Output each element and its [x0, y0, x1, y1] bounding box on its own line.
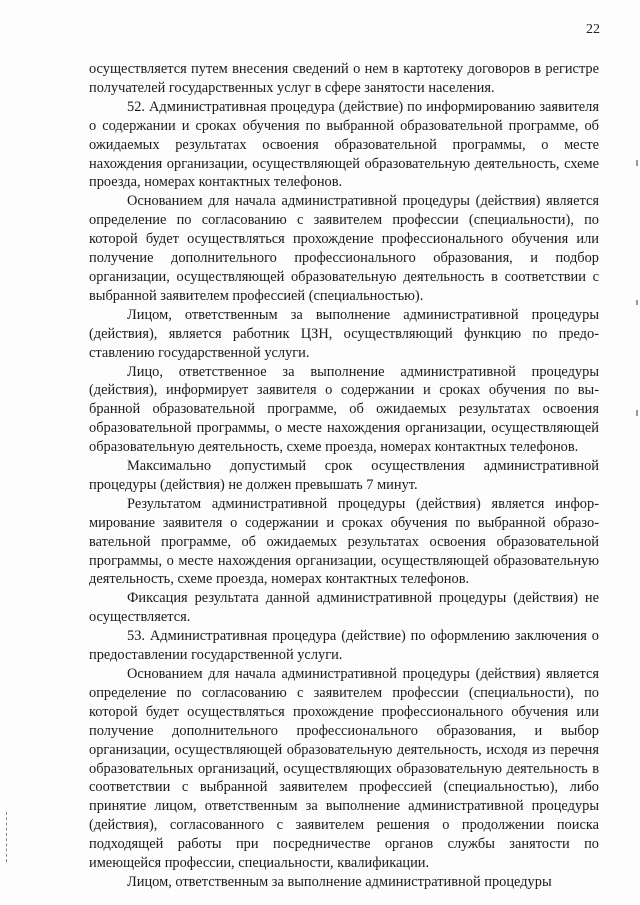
paragraph-basis-53: Основанием для начала административной процедуры (действия) является определение по согласованию с заявителем профессии (специальности), по которой будет осуществляться прохождение профессионального обучения или получение дополнительного профессионального образования, и выбор организации, осуществляющей образовательную деятельность, исходя из перечня образовательных организаций, осуществляющих образовательную деятельность в соответствии с выбранной заявителем профессией (специальностью), либо принятие лицом, ответственным за выполнение административной процедуры (действия), согласованного с заявителем решения о продолжении поиска подходящей работы при посредничестве органов службы занятости по имеющейся профессии, специальности, квалификации. [89, 666, 599, 872]
document-body [89, 60, 599, 892]
paragraph-informing: Лицо, ответственное за выполнение административной процедуры (действия), информирует заявителя о содержании и сроках обучения по выбранной образовательной программе, об ожидаемых результатах освоения образовательной программы, о месте нахождения организации, осуществляющей образовательную деятельность, схеме проезда, номерах контактных телефонов. [89, 363, 599, 456]
page-number: 22 [586, 22, 600, 37]
paragraph-result: Результатом административной процедуры (действия) является информирование заявителя о содержании и сроках обучения по выбранной образовательной программе, об ожидаемых результатах освоения образовательной программы, о месте нахождения организации, осуществляющей образовательную деятельность, схеме проезда, номерах контактных телефонов. [89, 495, 599, 588]
paragraph-basis: Основанием для начала административной процедуры (действия) является определение по согласованию с заявителем профессии (специальности), по которой будет осуществляться прохождение профессионального обучения или получение дополнительного профессионального образования, и подбор организации, осуществляющей образовательную деятельность в соответствии с выбранной заявителем профессией (специальностью). [89, 193, 599, 304]
paragraph-fixation: Фиксация результата данной административной процедуры (действия) не осуществляется. [89, 590, 599, 626]
scan-margin-mark [6, 812, 11, 862]
paragraph-item-52: 52. Административная процедура (действие) по информированию заявителя о содержании и сроках обучения по выбранной образовательной программе, об ожидаемых результатах освоения образовательной программы, о месте нахождения организации, осуществляющей образовательную деятельность, схеме проезда, номерах контактных телефонов. [89, 98, 599, 191]
scan-edge-mark [636, 300, 638, 305]
paragraph-item-53: 53. Административная процедура (действие) по оформлению заключения о предоставлении государственной услуги. [89, 628, 599, 664]
scan-edge-mark [636, 410, 638, 416]
paragraph-responsible-person: Лицом, ответственным за выполнение административной процедуры (действия), является работник ЦЗН, осуществляющий функцию по предоставлению государственной услуги. [89, 306, 599, 361]
scan-edge-mark [636, 160, 638, 166]
paragraph-max-time: Максимально допустимый срок осуществления административной процедуры (действия) не должен превышать 7 минут. [89, 458, 599, 493]
paragraph-responsible-person-53: Лицом, ответственным за выполнение административной процедуры [127, 873, 552, 890]
paragraph-continuation: осуществляется путем внесения сведений о нем в картотеку договоров в регистре получателей государственных услуг в сфере занятости населения. [89, 61, 599, 96]
